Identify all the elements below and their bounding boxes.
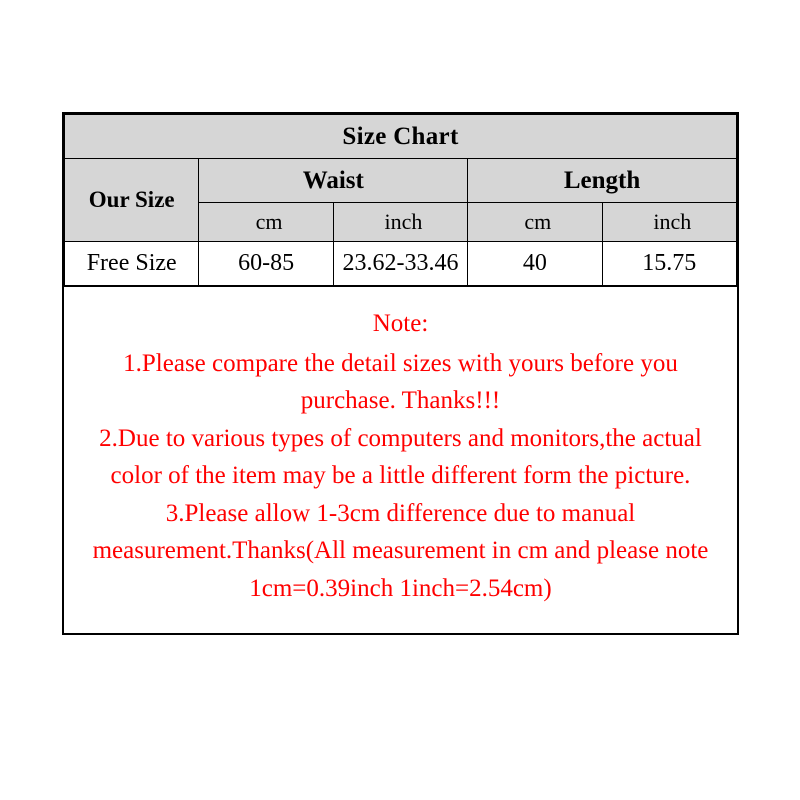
table-row-title: [65, 115, 737, 159]
table-row: [65, 242, 737, 286]
note-item-1: 1.Please compare the detail sizes with yours before you purchase. Thanks!!!: [123, 349, 678, 414]
notes-heading: Note:: [372, 310, 429, 337]
cell-waist-cm: 60-85: [199, 242, 333, 286]
note-item-2: 2.Due to various types of computers and monitors,the actual color of the item may be a little different form the picture.: [99, 424, 702, 489]
note-item-3: 3.Please allow 1-3cm difference due to manual measurement.Thanks(All measurement in cm and please note 1cm=0.39inch 1inch=2.54cm): [92, 499, 709, 602]
unit-waist-inch: inch: [333, 203, 467, 242]
table-row-group-header: [65, 159, 737, 203]
page-title: Size Chart: [65, 115, 737, 159]
unit-waist-cm: cm: [199, 203, 333, 242]
cell-size: Free Size: [65, 242, 199, 286]
size-chart-container: [62, 112, 739, 635]
cell-length-cm: 40: [468, 242, 602, 286]
cell-waist-inch: 23.62-33.46: [333, 242, 467, 286]
size-chart-table: [64, 114, 737, 286]
cell-length-inch: 15.75: [602, 242, 736, 286]
unit-length-inch: inch: [602, 203, 736, 242]
unit-length-cm: cm: [468, 203, 602, 242]
notes-section: [64, 286, 737, 633]
column-header-our-size: Our Size: [65, 159, 199, 242]
column-header-waist: Waist: [199, 159, 468, 203]
column-header-length: Length: [468, 159, 737, 203]
